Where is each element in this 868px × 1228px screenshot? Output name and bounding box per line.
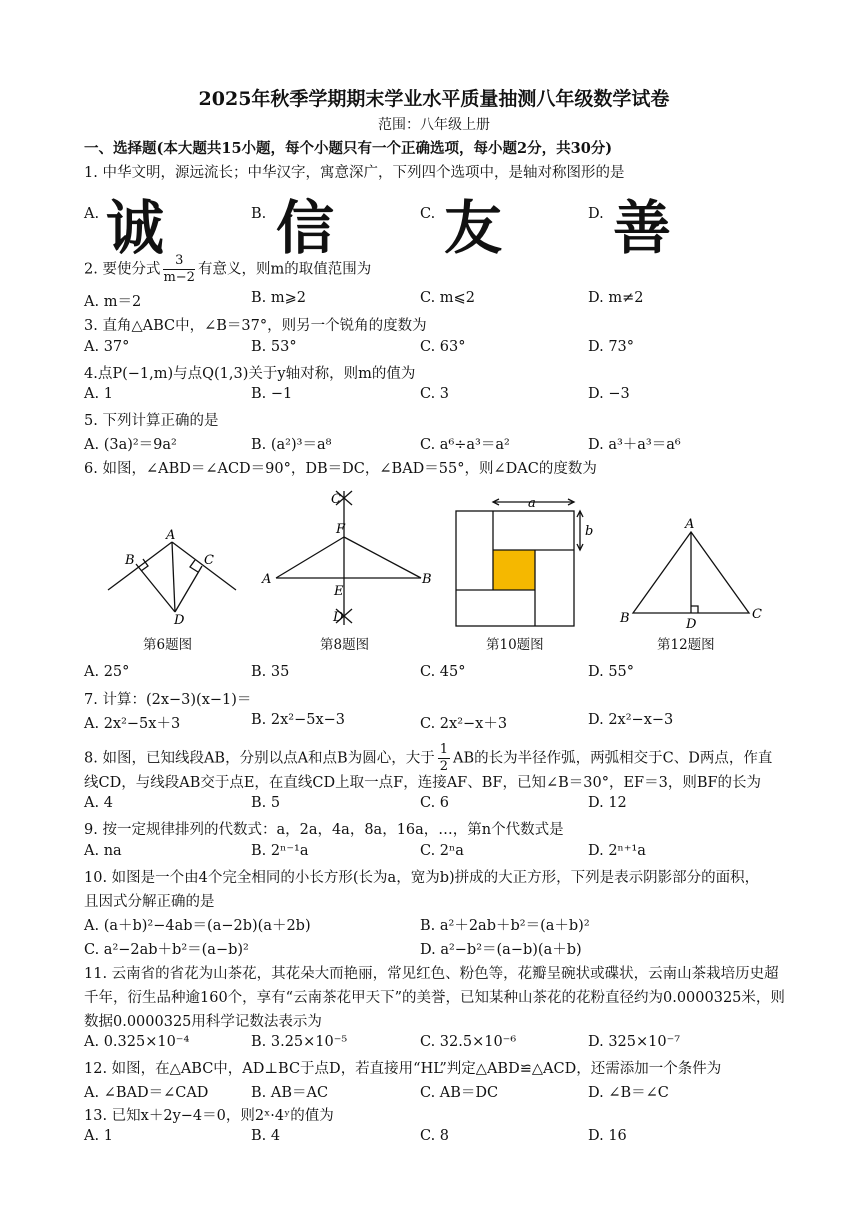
fig12-label-a: A [685,517,695,532]
fig12-caption: 第12题图 [657,637,715,653]
q1-stem: 1. 中华文明，源远流长；中华汉字，寓意深广，下列四个选项中，是轴对称图形的是 [84,165,625,181]
q10-option-d: D. a²−b²＝(a−b)(a＋b) [420,942,582,958]
fig6-label-b: B [125,553,135,568]
q8-option-b: B. 5 [251,795,281,811]
q3-option-a: A. 37° [84,339,130,355]
fig12-label-c: C [752,607,762,622]
q1-label-a: A. [84,206,100,222]
q6-option-d: D. 55° [588,664,635,680]
q12-option-a: A. ∠BAD＝∠CAD [84,1085,209,1101]
q10-line1: 10. 如图是一个由4个完全相同的小长方形(长为a，宽为b)拼成的大正方形，下列是表示阴影部分的面积， [84,870,760,886]
q8-option-a: A. 4 [84,795,113,811]
fig8-label-a: A [262,572,272,587]
exam-scope: 范围：八年级上册 [378,117,490,133]
fig6-label-a: A [166,528,176,543]
q8-option-c: C. 6 [420,795,450,811]
fig6-caption: 第6题图 [143,637,193,653]
q5-option-c: C. a⁶÷a³＝a² [420,437,510,453]
q6-option-c: C. 45° [420,664,466,680]
q2-num: 3 [163,253,195,270]
q11-option-b: B. 3.25×10⁻⁵ [251,1034,348,1050]
q1-label-c: C. [420,206,436,222]
fig8-label-d: D [333,610,344,625]
figure-8 [258,487,438,627]
q4-option-b: B. −1 [251,386,293,402]
q11-line2: 千年，衍生品种逾160个，享有“云南茶花甲天下”的美誉，已知某种山茶花的花粉直径约为0.0000325米，则 [84,990,785,1006]
q5-option-a: A. (3a)²＝9a² [84,437,177,453]
fig6-label-d: D [174,613,185,628]
q2-option-c: C. m⩽2 [420,290,475,306]
q11-option-a: A. 0.325×10⁻⁴ [84,1034,190,1050]
q2-option-d: D. m≠2 [588,290,644,306]
q9-option-d: D. 2ⁿ⁺¹a [588,843,646,859]
q12-option-c: C. AB＝DC [420,1085,499,1101]
q7-option-b: B. 2x²−5x−3 [251,712,346,728]
q3-option-d: D. 73° [588,339,635,355]
q9-option-b: B. 2ⁿ⁻¹a [251,843,309,859]
q2-fraction [163,253,195,286]
q2-option-b: B. m⩾2 [251,290,306,306]
q4-option-d: D. −3 [588,386,630,402]
q7-option-c: C. 2x²−x＋3 [420,716,508,732]
fig8-caption: 第8题图 [320,637,370,653]
q1-label-b: B. [251,206,267,222]
q11-option-c: C. 32.5×10⁻⁶ [420,1034,517,1050]
q4-option-c: C. 3 [420,386,450,402]
q2-stem [84,253,371,286]
q7-option-a: A. 2x²−5x＋3 [84,716,181,732]
q4-stem: 4.点P(−1,m)与点Q(1,3)关于y轴对称，则m的值为 [84,366,416,382]
figure-12 [615,512,770,632]
fig10-label-b: b [585,524,594,539]
q11-option-d: D. 325×10⁻⁷ [588,1034,681,1050]
q12-stem: 12. 如图，在△ABC中，AD⊥BC于点D，若直接用“HL”判定△ABD≌△ACD，还需添加一个条件为 [84,1061,722,1077]
q8-line1-pre: 8. 如图，已知线段AB，分别以点A和点B为圆心，大于 [84,750,435,767]
q3-option-b: B. 53° [251,339,297,355]
q13-option-b: B. 4 [251,1128,281,1144]
q1-label-d: D. [588,206,604,222]
q2-pre: 2. 要使分式 [84,261,161,278]
fig10-caption: 第10题图 [486,637,544,653]
q1-char-a: 诚 [106,194,165,262]
q3-option-c: C. 63° [420,339,466,355]
q12-option-b: B. AB＝AC [251,1085,329,1101]
q5-option-b: B. (a²)³＝a⁸ [251,437,332,453]
q2-option-a: A. m＝2 [84,294,142,310]
figure-10 [450,495,600,630]
q2-den: m−2 [163,270,195,285]
q4-option-a: A. 1 [84,386,113,402]
q13-stem: 13. 已知x＋2y−4＝0，则2ˣ·4ʸ的值为 [84,1108,334,1124]
q6-option-b: B. 35 [251,664,290,680]
q7-option-d: D. 2x²−x−3 [588,712,674,728]
fig8-label-b: B [422,572,432,587]
q11-line3: 数据0.0000325用科学记数法表示为 [84,1014,322,1030]
fig8-label-f: F [336,522,346,537]
q13-option-c: C. 8 [420,1128,450,1144]
q12-option-d: D. ∠B＝∠C [588,1085,669,1101]
fig10-shaded-square [493,550,535,590]
q1-char-d: 善 [613,194,672,262]
q10-option-a: A. (a＋b)²−4ab＝(a−2b)(a＋2b) [84,918,311,934]
q8-half-num: 1 [439,742,448,757]
q1-char-b: 信 [276,194,335,262]
q6-stem: 6. 如图，∠ABD＝∠ACD＝90°，DB＝DC，∠BAD＝55°，则∠DAC的度数为 [84,461,597,477]
q11-line1: 11. 云南省的省花为山茶花，其花朵大而艳丽，常见红色、粉色等，花瓣呈碗状或碟状，云南山茶栽培历史超 [84,966,779,982]
q7-stem: 7. 计算：(2x−3)(x−1)＝ [84,692,252,708]
exam-title: 2025年秋季学期期末学业水平质量抽测八年级数学试卷 [198,88,670,110]
q13-option-a: A. 1 [84,1128,113,1144]
q2-post: 有意义，则m的取值范围为 [197,261,372,278]
q10-line2: 且因式分解正确的是 [84,894,215,910]
q5-stem: 5. 下列计算正确的是 [84,413,219,429]
fig8-label-e: E [334,584,344,599]
q9-option-c: C. 2ⁿa [420,843,464,859]
fig12-label-d: D [686,617,697,632]
q13-option-d: D. 16 [588,1128,627,1144]
q10-option-b: B. a²＋2ab＋b²＝(a＋b)² [420,918,590,934]
q8-option-d: D. 12 [588,795,627,811]
q8-line1-post: AB的长为半径作弧，两弧相交于C、D两点，作直 [452,750,773,767]
fig10-label-a: a [528,496,536,511]
figure-6 [100,520,250,635]
q8-half-den: 2 [439,759,448,774]
q6-option-a: A. 25° [84,664,130,680]
fig8-label-c: C [331,492,341,507]
q5-option-d: D. a³＋a³＝a⁶ [588,437,681,453]
fig12-label-b: B [620,611,630,626]
q10-option-c: C. a²−2ab＋b²＝(a−b)² [84,942,249,958]
fig6-label-c: C [204,553,214,568]
section-heading: 一、选择题(本大题共15小题，每个小题只有一个正确选项，每小题2分，共30分) [84,140,613,157]
q3-stem: 3. 直角△ABC中，∠B＝37°，则另一个锐角的度数为 [84,318,427,334]
q9-stem: 9. 按一定规律排列的代数式：a，2a，4a，8a，16a，…，第n个代数式是 [84,822,564,838]
q9-option-a: A. na [84,843,122,859]
q1-char-c: 友 [444,194,503,262]
q8-line2: 线CD，与线段AB交于点E，在直线CD上取一点F，连接AF、BF，已知∠B＝30°，EF＝3，则BF的长为 [84,775,762,791]
